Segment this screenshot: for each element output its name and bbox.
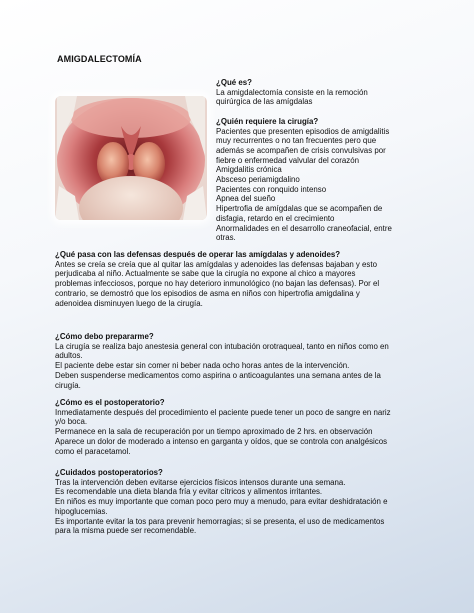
postoperatorio-line: Permanece en la sala de recuperación por un tiempo aproximado de 2 hrs. en observación	[55, 427, 373, 437]
postoperatorio-line: Aparece un dolor de moderado a intenso en garganta y oídos, que se controla con analgésicos	[55, 436, 388, 446]
postoperatorio-heading: ¿Cómo es el postoperatorio?	[55, 398, 165, 407]
cuidados-line: En niños es muy importante que coman poco pero muy a menudo, para evitar deshidratación e	[55, 497, 388, 507]
quien-line: muy recurrentes o no tan frecuentes pero que	[216, 136, 377, 146]
quien-line: disfagia, retardo en el crecimiento	[216, 213, 335, 223]
cuidados-line: Es importante evitar la tos para prevenir hemorragias; si se presenta, el uso de medicamentos	[55, 516, 385, 526]
tonsils-illustration	[55, 96, 207, 220]
quien-line: Apnea del sueño	[216, 194, 276, 204]
postoperatorio-line: como el paracetamol.	[55, 446, 131, 456]
preparar-line: El paciente debe estar sin comer ni beber nada ocho horas antes de la intervención.	[55, 361, 350, 371]
tonsils-photo	[55, 96, 207, 220]
que-es-heading: ¿Qué es?	[216, 78, 252, 87]
quien-line: fiebre o enfermedad valvular del corazón	[216, 155, 359, 165]
preparar-line: cirugía.	[55, 380, 81, 390]
preparar-line: Deben suspenderse medicamentos como aspirina o anticoagulantes una semana antes de la	[55, 370, 381, 380]
preparar-heading: ¿Cómo debo prepararme?	[55, 332, 154, 341]
quien-line: Pacientes con ronquido intenso	[216, 184, 327, 194]
postoperatorio-line: y/o boca.	[55, 417, 88, 427]
preparar-line: La cirugía se realiza bajo anestesia general con intubación orotraqueal, tanto en niños como en	[55, 341, 389, 351]
defensas-heading: ¿Qué pasa con las defensas después de operar las amígdalas y adenoides?	[55, 250, 341, 259]
defensas-line: perjudicaba al niño. Actualmente se sabe que la cirugía no expone al chico a mayores	[55, 269, 356, 279]
quien-line: Amigdalitis crónica	[216, 165, 282, 175]
defensas-line: Antes se creía se creía que al quitar las amígdalas y adenoides las defensas bajaban y esto	[55, 259, 377, 269]
cuidados-line: para la misma puede ser recomendable.	[55, 526, 197, 536]
cuidados-line: hipoglucemias.	[55, 506, 108, 516]
postoperatorio-section	[55, 398, 419, 456]
postoperatorio-line: Inmediatamente después del procedimiento el paciente puede tener un poco de sangre en nariz	[55, 407, 391, 417]
quien-line: Absceso periamigdalino	[216, 175, 300, 185]
defensas-line: problemas infecciosos, porque no hay deterioro inmunológico (no bajan las defensas). Por el	[55, 279, 380, 289]
que-es-line: La amigdalectomía consiste en la remoción	[216, 87, 368, 97]
defensas-line: adenoidea disminuyen luego de la cirugía.	[55, 298, 203, 308]
quien-line: además se acompañen de crisis convulsivas por	[216, 145, 386, 155]
quien-line: Pacientes que presenten episodios de amigdalitis	[216, 126, 390, 136]
quien-line: otras.	[216, 233, 236, 243]
defensas-line: contrario, se demostró que los episodios de asma en niños con hipertrofia amigdalina y	[55, 288, 360, 298]
preparar-section	[55, 332, 419, 390]
intro-column	[216, 78, 426, 243]
cuidados-line: Tras la intervención deben evitarse ejercicios físicos intensos durante una semana.	[55, 477, 346, 487]
cuidados-heading: ¿Cuidados postoperatorios?	[55, 468, 163, 477]
quien-line: Anormalidades en el desarrollo craneofacial, entre	[216, 223, 392, 233]
quien-line: Hipertrofia de amígdalas que se acompañen de	[216, 204, 383, 214]
cuidados-line: Es recomendable una dieta blanda fría y evitar cítricos y alimentos irritantes.	[55, 487, 323, 497]
defensas-section	[55, 250, 419, 308]
cuidados-section	[55, 468, 419, 536]
preparar-line: adultos.	[55, 351, 83, 361]
que-es-line: quirúrgica de las amígdalas	[216, 97, 313, 107]
quien-heading: ¿Quién requiere la cirugía?	[216, 116, 319, 126]
page-title: AMIGDALECTOMÍA	[57, 54, 142, 64]
